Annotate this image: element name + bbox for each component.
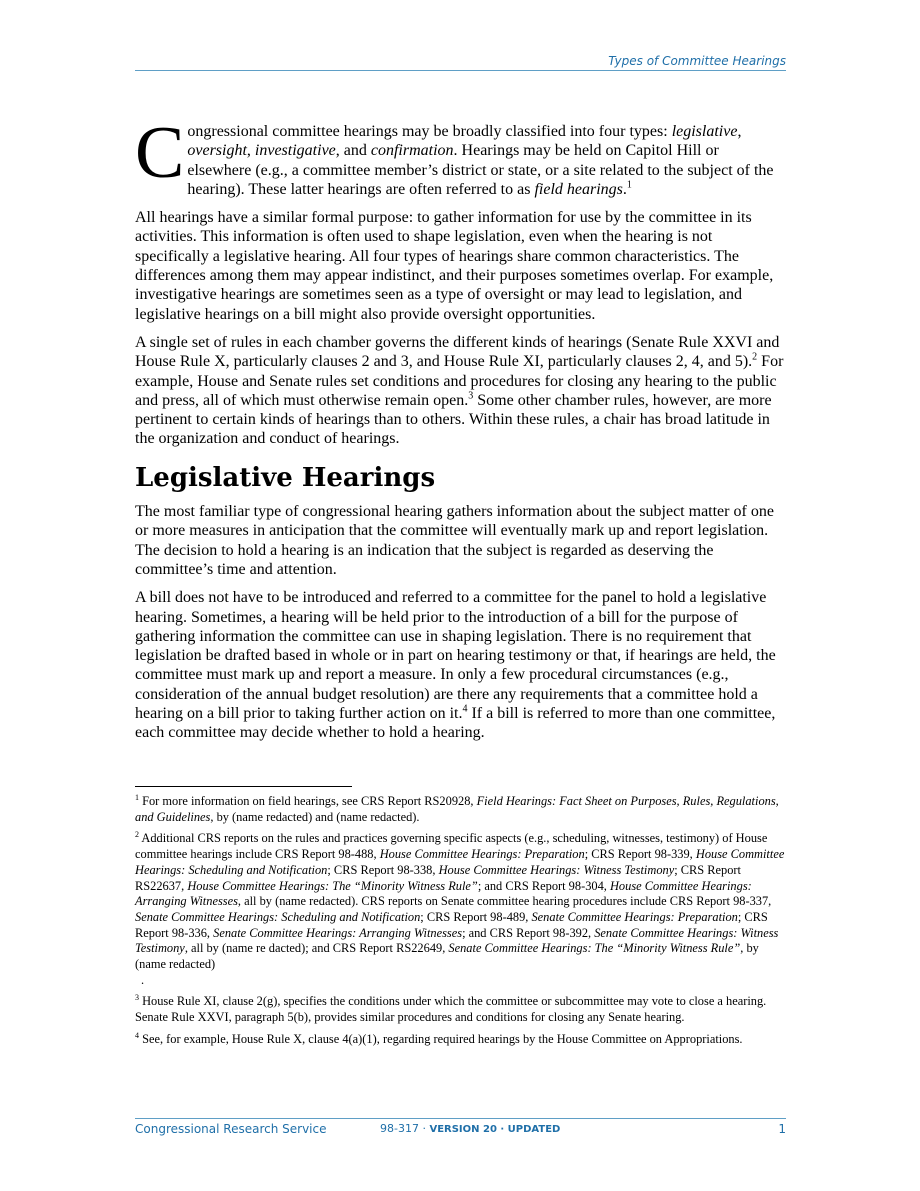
footnote-ref-4[interactable]: 4 — [462, 703, 468, 715]
footnote-1 — [135, 794, 786, 825]
intro-paragraph-3 — [135, 333, 786, 449]
text-run: ; CRS Report 98-489, — [420, 909, 532, 924]
text-run: If a bill is referred to more than one committee, each committee may decide whether to hold a hearing. — [135, 705, 776, 742]
footnote-4 — [135, 1032, 786, 1048]
report-title: Field Hearings: Fact Sheet on Purposes, Rules, Regulations, and Guidelines — [135, 794, 779, 824]
footer-org: Congressional Research Service — [135, 1122, 327, 1136]
version-label: VERSION 20 · UPDATED — [429, 1124, 561, 1135]
report-title: Senate Committee Hearings: The “Minority Witness Rule” — [448, 941, 741, 956]
footnote-ref-3[interactable]: 3 — [468, 390, 474, 402]
report-title: House Committee Hearings: Witness Testimony — [438, 862, 675, 877]
text-run: Some other chamber rules, however, are more pertinent to certain kinds of hearings than to others. Within these rules, a chair has broad latitude in the organization and conduct of hearings. — [135, 391, 772, 448]
report-number: 98-317 · — [380, 1122, 430, 1135]
report-title: House Committee Hearings: Scheduling and Notification — [135, 847, 785, 877]
text-run: , by (name redacted) — [135, 941, 759, 972]
text-run: , and — [335, 142, 371, 160]
term-confirmation: confirmation — [370, 142, 454, 160]
report-title: Senate Committee Hearings: Arranging Witnesses — [213, 925, 463, 940]
footnote-number: 2 — [135, 830, 139, 840]
text-run: ongressional committee hearings may be broadly classified into four types: — [187, 123, 672, 140]
report-title: House Committee Hearings: The “Minority Witness Rule” — [187, 878, 478, 893]
report-title: Senate Committee Hearings: Witness Testimony — [135, 925, 779, 956]
term-investigative: investigative — [254, 142, 336, 160]
footnote-2 — [135, 831, 786, 988]
text-run: ; and CRS Report 98-392, — [462, 925, 595, 940]
main-body — [135, 112, 786, 752]
text-run: For more information on field hearings, see CRS Report RS20928, — [139, 794, 477, 808]
section-paragraph-1: The most familiar type of congressional hearing gathers information about the subject matter of one or more measures in anticipation that the committee will eventually mark up and report legislation. The decision to hold a hearing is an indication that the subject is regarded as deserving the committee’s time and attention. — [135, 503, 774, 578]
page-number: 1 — [778, 1122, 786, 1136]
text-run: . Hearings may be held on Capitol Hill or elsewhere (e.g., a committee member’s district or state, or a site related to the subject of the hearing). These latter hearings are often referred to as — [187, 142, 774, 198]
term-legislative: legislative — [671, 123, 738, 140]
text-run: , — [246, 142, 255, 160]
text-run: , — [737, 123, 742, 140]
report-title: Senate Committee Hearings: Scheduling and Notification — [135, 909, 421, 924]
text-run: , by (name redacted) and (name redacted). — [210, 809, 420, 824]
term-oversight: oversight — [187, 142, 247, 160]
footnote-number: 1 — [135, 792, 139, 802]
header-rule — [135, 70, 786, 71]
footer-rule — [135, 1118, 786, 1119]
footnote-separator — [135, 786, 352, 787]
footer-report-id — [380, 1122, 560, 1135]
text-run: ; CRS Report RS22637, — [135, 862, 741, 893]
text-run: . — [622, 180, 627, 198]
footnote-ref-1[interactable]: 1 — [626, 179, 632, 191]
text-run: Additional CRS reports on the rules and practices governing specific aspects (e.g., scheduling, witnesses, testimony) of House committee hearings include CRS Report 98-488, — [135, 831, 768, 862]
text-run: House Rule XI, clause 2(g), specifies the conditions under which the committee or subcommittee may vote to close a hearing. Senate Rule XXVI, paragraph 5(b), provides similar procedures and conditions for closing any Senate hearing. — [135, 994, 767, 1025]
text-run: , all by (name redacted). CRS reports on Senate committee hearing procedures include CRS Report 98-337, — [237, 894, 772, 909]
report-title: House Committee Hearings: Arranging Witnesses — [135, 878, 752, 909]
section-heading: Legislative Hearings — [135, 462, 436, 493]
term-field-hearings: field hearings — [534, 180, 623, 198]
text-run: A single set of rules in each chamber governs the different kinds of hearings (Senate Rule XXVI and House Rule X, particularly clauses 2 and 3, and House Rule XI, particularly clauses 2, 4, and 5). — [135, 333, 780, 371]
drop-cap: C — [135, 112, 185, 194]
report-title: House Committee Hearings: Preparation — [379, 847, 585, 862]
text-run: ; CRS Report 98-336, — [135, 909, 768, 940]
text-run: ; CRS Report 98-338, — [327, 862, 439, 877]
text-run: ; CRS Report 98-339, — [584, 847, 696, 862]
intro-paragraph-1 — [135, 112, 786, 199]
text-run: For example, House and Senate rules set conditions and procedures for closing any hearing to the public and press, all of which must otherwise remain open. — [135, 353, 784, 409]
text-run: ; and CRS Report 98-304, — [477, 878, 610, 893]
text-run: See, for example, House Rule X, clause 4(a)(1), regarding required hearings by the House Committee on Appropriations. — [139, 1031, 743, 1046]
intro-paragraph-2: All hearings have a similar formal purpose: to gather information for use by the committee in its activities. This information is often used to shape legislation, even when the hearing is not specifically a legislative hearing. All four types of hearings share common characteristics. The differences among them may appear indistinct, and their purposes sometimes overlap. For example, investigative hearings are sometimes seen as a type of oversight or may lead to legislation, and legislative hearings on a bill might also provide oversight opportunities. — [135, 209, 774, 323]
footnote-ref-2[interactable]: 2 — [752, 351, 758, 363]
footnotes — [135, 794, 786, 1054]
report-title: Senate Committee Hearings: Preparation — [531, 909, 738, 924]
section-paragraph-2 — [135, 588, 786, 742]
footnote-number: 4 — [135, 1030, 139, 1040]
footnote-number: 3 — [135, 993, 139, 1003]
text-run: , all by (name re dacted); and CRS Report RS22649, — [184, 941, 449, 956]
stray-period: . — [141, 972, 145, 987]
running-header-title: Types of Committee Hearings — [608, 54, 786, 68]
text-run: A bill does not have to be introduced and referred to a committee for the panel to hold a legislative hearing. Sometimes, a hearing will be held prior to the introduction of a bill for the purpose of gathering information the committee can use in shaping legislation. There is no requirement that legislation be drafted based in whole or in part on hearing testimony or that, if hearings are held, the committee must mark up and report a measure. In only a few procedural circumstances (e.g., consideration of the annual budget resolution) are there any requirements that a committee hold a hearing on a bill prior to taking further action on it. — [135, 589, 776, 723]
footnote-3 — [135, 994, 786, 1025]
